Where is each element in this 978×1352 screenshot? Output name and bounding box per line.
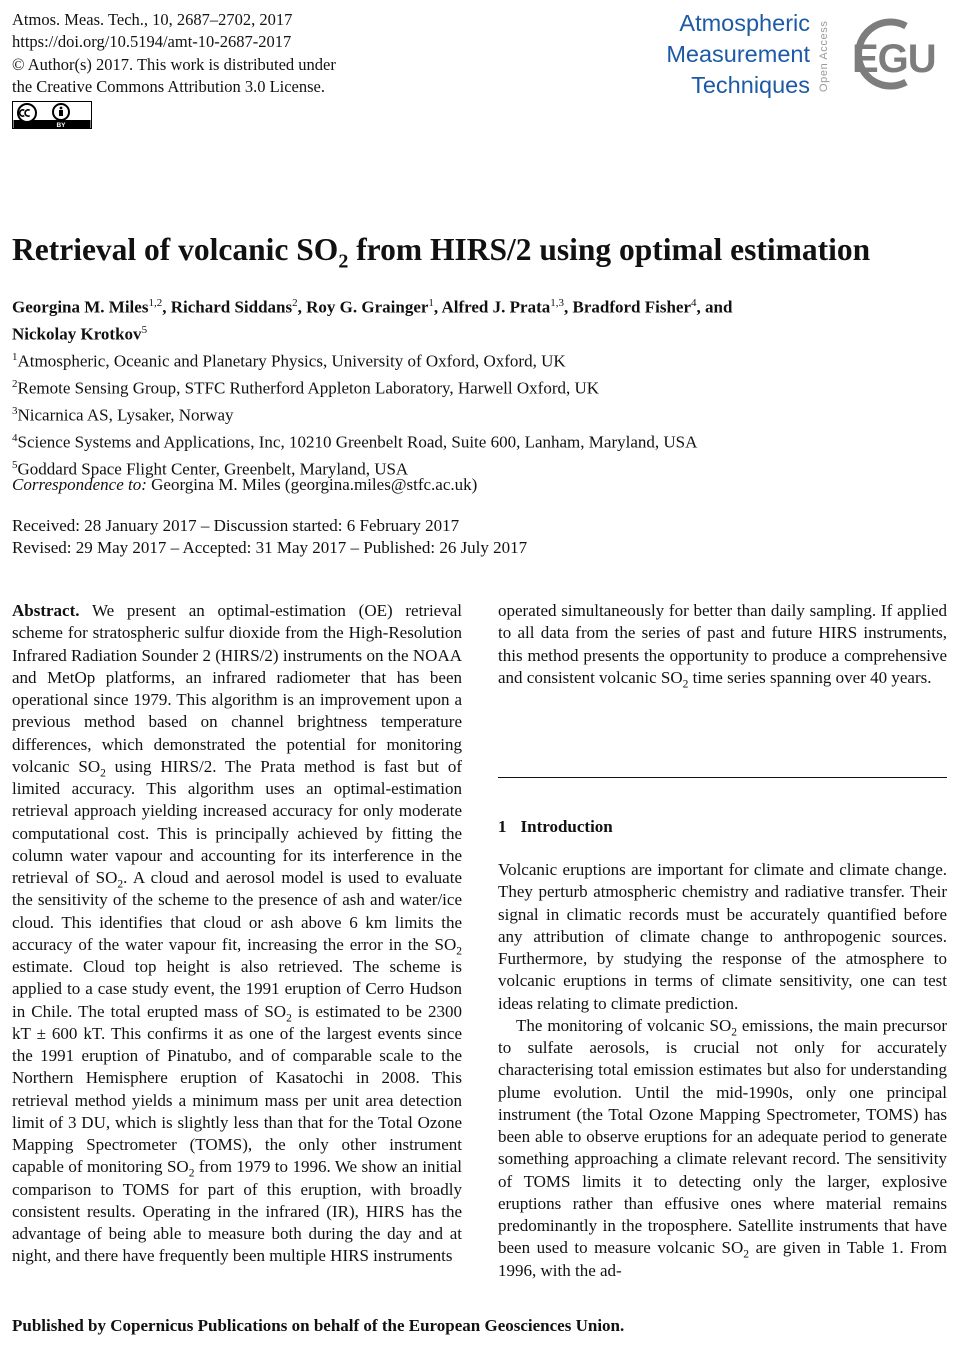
dates-line: Revised: 29 May 2017 – Accepted: 31 May 2017 – Published: 26 July 2017: [12, 538, 528, 558]
affiliation-text: Goddard Space Flight Center, Greenbelt, Maryland, USA: [17, 459, 409, 479]
subscript: 2: [682, 678, 689, 691]
abstract-column-right: operated simultaneously for better than daily sampling. If applied to all data from the series of past and future HIRS instruments, this method presents the opportunity to produce a comprehensive and consistent volcanic $SO_2$ time series spanning over 40 years.: [498, 601, 947, 691]
dates-line: Received: 28 January 2017 – Discussion started: 6 February 2017: [12, 516, 460, 535]
journal-name-line: Techniques: [691, 72, 810, 98]
subscript: 2: [743, 1248, 750, 1261]
paper-title: [12, 232, 870, 273]
author-separator: , and: [696, 297, 733, 317]
journal-name: [666, 8, 810, 101]
affiliation-text: Remote Sensing Group, STFC Rutherford Appleton Laboratory, Harwell Oxford, UK: [17, 378, 600, 398]
section-number: 1: [498, 817, 507, 836]
egu-logo-text: EGU: [852, 37, 936, 81]
author-affiliation-marker: 1: [428, 297, 434, 309]
author-separator: ,: [563, 297, 573, 317]
abstract-separator-rule: [498, 777, 947, 778]
author-list: [12, 292, 892, 345]
author-name: Alfred J. Prata: [441, 297, 551, 317]
paper-title-subscript: 2: [338, 250, 349, 273]
affiliation-number: 5: [12, 459, 18, 472]
cc-by-license-icon[interactable]: [12, 101, 92, 129]
doi-link[interactable]: https://doi.org/10.5194/amt-10-2687-2017: [12, 32, 292, 52]
introduction-paragraph: The monitoring of volcanic $SO_2$ emissions, the main precursor to sulfate aerosols, is crucial not only for accurately characterising total emission estimates but also for understanding plume evolution. Until the mid-1990s, only one principal instrument (the Total Ozone Mapping Spectrometer, TOMS) has been able to observe eruptions for an adequate period to generate something approaching a climate relevant record. The sensitivity of TOMS limits it to detecting only the larger, explosive eruptions rather than effusive ones where material remains predominantly in the troposphere. Satellite instruments that have been used to measure volcanic $SO_2$ are given in Table 1. From 1996, with the ad-: [498, 1015, 947, 1280]
affiliation-text: Science Systems and Applications, Inc, 10210 Greenbelt Road, Suite 600, Lanham, Maryland, USA: [17, 432, 698, 452]
correspondence: [12, 475, 477, 495]
affiliation-item: [12, 373, 697, 400]
author-affiliation-marker: 1,2: [148, 297, 163, 309]
subscript: 2: [100, 767, 106, 780]
subscript: 2: [286, 1011, 292, 1024]
publication-dates: [12, 515, 527, 560]
affiliation-text: Atmospheric, Oceanic and Planetary Physics, University of Oxford, Oxford, UK: [17, 351, 566, 371]
subscript: 2: [456, 945, 462, 958]
author-name: Nickolay Krotkov: [12, 324, 142, 344]
publisher-footer: Published by Copernicus Publications on behalf of the European Geosciences Union.: [12, 1316, 625, 1335]
egu-logo-icon: [836, 10, 952, 98]
author-affiliation-marker: 2: [292, 297, 298, 309]
paper-title-text: from HIRS/2 using optimal estimation: [348, 232, 871, 267]
journal-name-line: Atmospheric: [679, 10, 810, 36]
affiliation-item: [12, 400, 697, 427]
affiliation-number: 3: [12, 405, 18, 418]
affiliation-list: [12, 346, 697, 481]
affiliation-number: 4: [12, 432, 18, 445]
affiliation-item: [12, 427, 697, 454]
author-affiliation-marker: 1,3: [550, 297, 564, 309]
correspondence-contact[interactable]: Georgina M. Miles (georgina.miles@stfc.ac.uk): [151, 475, 478, 494]
author-separator: ,: [433, 297, 442, 317]
citation-block: [12, 9, 336, 99]
journal-name-line: Measurement: [666, 41, 810, 67]
open-access-label: Open Access: [818, 20, 830, 92]
citation-line: the Creative Commons Attribution 3.0 License.: [12, 77, 325, 97]
introduction-body: [498, 859, 947, 1282]
subscript: 2: [731, 1026, 737, 1039]
author-name: Georgina M. Miles: [12, 297, 149, 317]
author-name: Roy G. Grainger: [306, 297, 429, 317]
subscript: 2: [117, 878, 124, 891]
journal-brand: [640, 6, 970, 102]
affiliation-item: [12, 346, 697, 373]
paper-title-text: Retrieval of volcanic SO: [12, 232, 339, 267]
correspondence-label: Correspondence to:: [12, 475, 147, 494]
author-affiliation-marker: 5: [141, 323, 148, 336]
abstract-column-left: Abstract. We present an optimal-estimation (OE) retrieval scheme for stratospheric sulfur dioxide from the High-Resolution Infrared Radiation Sounder 2 (HIRS/2) instruments on the NOAA and MetOp platforms, an infrared radiometer that has been operational since 1979. This algorithm is an improvement upon a previous method based on channel brightness temperature differences, which demonstrated the potential for monitoring volcanic $SO_2$ using HIRS/2. The Prata method is fast but of limited accuracy. This algorithm uses an optimal-estimation retrieval approach yielding increased accuracy for only moderate computational cost. This is principally achieved by fitting the column water vapour and accounting for its interference in the retrieval of $SO_2$. A cloud and aerosol model is used to evaluate the sensitivity of the scheme to the presence of ash and water/ice cloud. This identifies that cloud or ash above 6 km limits the accuracy of the water vapour fit, increasing the error in the $SO_2$ estimate. Cloud top height is also retrieved. The scheme is applied to a case study event, the 1991 eruption of Cerro Hudson in Chile. The total erupted mass of $SO_2$ is estimated to be 2300 kT ± 600 kT. This confirms it as one of the largest events since the 1991 eruption of Pinatubo, and of comparable scale to the Northern Hemisphere eruption of Kasatochi in 2008. This retrieval method yields a minimum mass per unit area detection limit of 3 DU, which is slightly less than that for the Total Ozone Mapping Spectrometer (TOMS), the only other instrument capable of monitoring $SO_2$ from 1979 to 1996. We show an initial comparison to TOMS for part of this eruption, with broadly consistent results. Operating in the infrared (IR), HIRS has the advantage of being able to measure both during the day and at night, and there have frequently been multiple HIRS instruments: [12, 601, 463, 1266]
author-separator: ,: [297, 297, 307, 317]
section-heading: [498, 817, 613, 837]
subscript: 2: [188, 1167, 195, 1180]
affiliation-text: Nicarnica AS, Lysaker, Norway: [17, 405, 234, 425]
section-title: Introduction: [520, 817, 613, 836]
introduction-paragraph: Volcanic eruptions are important for climate and climate change. They perturb atmospheric chemistry and radiative transfer. Their signal in climatic records must be accurately quantified before any attribution of climate change to anthropogenic sources. Furthermore, by studying the response of the atmosphere to volcanic eruptions in terms of climate sensitivity, one can test ideas relating to climate prediction.: [498, 860, 947, 1013]
abstract-label: Abstract.: [12, 601, 80, 620]
citation-line: © Author(s) 2017. This work is distributed under: [12, 54, 336, 74]
author-name: Richard Siddans: [170, 297, 293, 317]
author-separator: ,: [162, 297, 171, 317]
license-badge-label: BY: [56, 122, 66, 129]
affiliation-number: 1: [12, 351, 18, 363]
affiliation-number: 2: [12, 378, 18, 391]
author-affiliation-marker: 4: [691, 297, 697, 309]
citation-line: Atmos. Meas. Tech., 10, 2687–2702, 2017: [12, 10, 293, 29]
author-name: Bradford Fisher: [572, 297, 692, 317]
